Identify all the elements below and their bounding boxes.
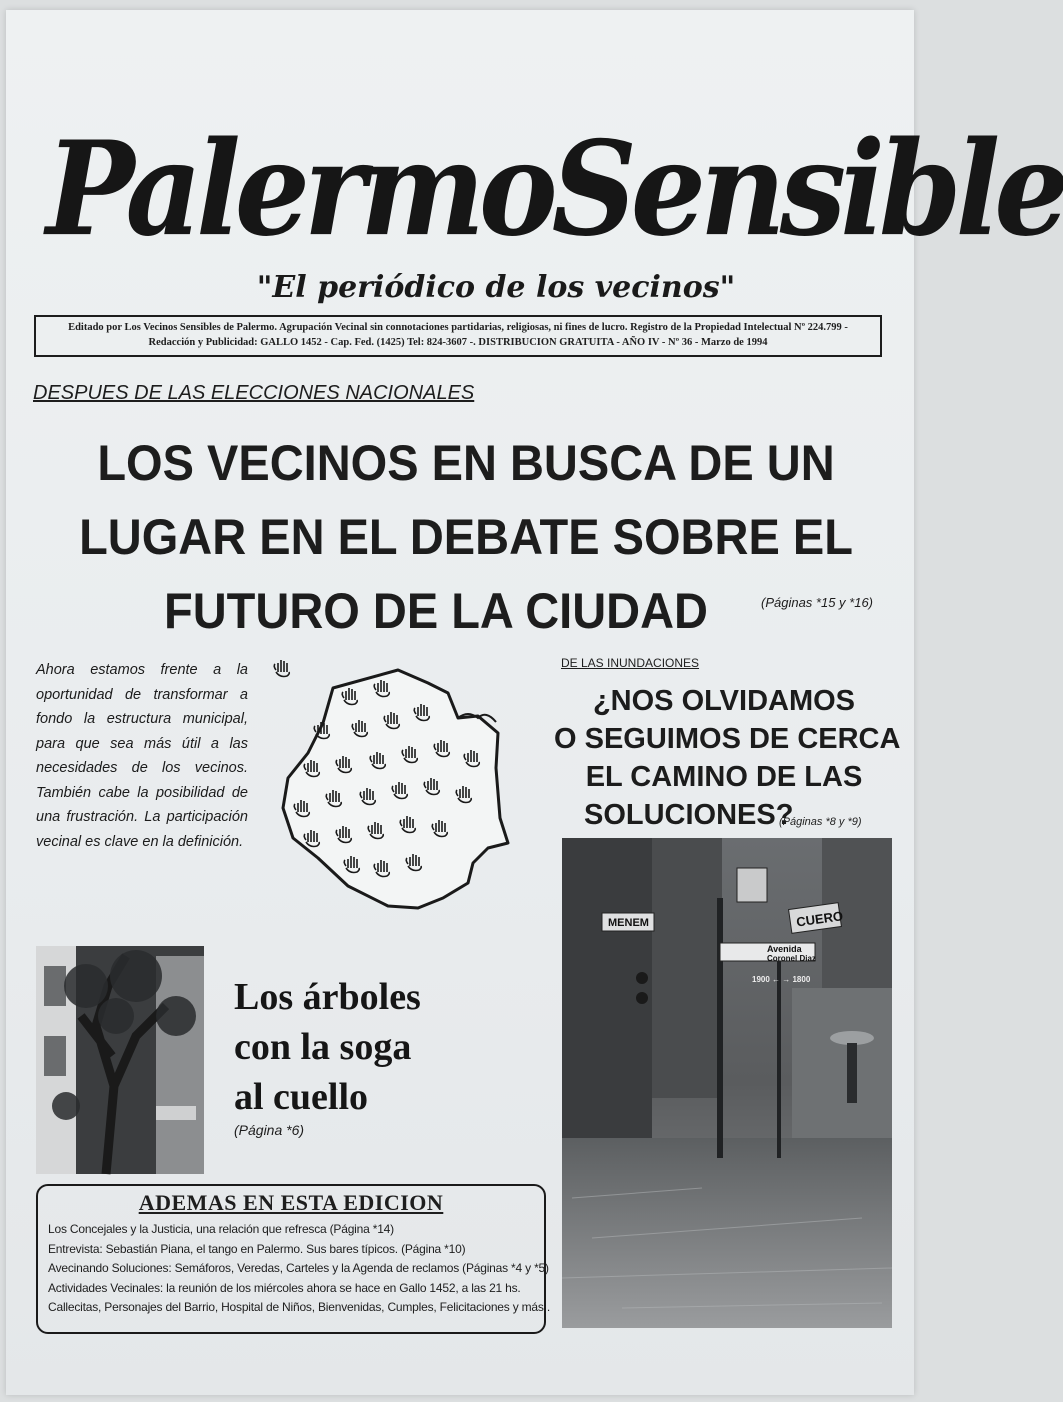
trees-headline-line: Los árboles <box>234 976 421 1018</box>
lead-headline-line: FUTURO DE LA CIUDAD <box>164 582 708 639</box>
publication-info-box <box>34 315 882 357</box>
publication-info-line: Redacción y Publicidad: GALLO 1452 - Cap. Fed. (1425) Tel: 824-3607 -. DISTRIBUCION GRATUITA - AÑO IV - Nº 36 - Marzo de 1994 <box>148 337 768 348</box>
flooded-street-photo <box>562 838 892 1328</box>
sidebar-item: Callecitas, Personajes del Barrio, Hospital de Niños, Bienvenidas, Cumples, Felicitaciones y más.. <box>48 1300 550 1314</box>
sidebar-item: Actividades Vecinales: la reunión de los miércoles ahora se hace en Gallo 1452, a las 21 hs. <box>48 1280 521 1295</box>
publication-info-line: Editado por Los Vecinos Sensibles de Palermo. Agrupación Vecinal sin connotaciones partidarias, religiosas, ni fines de lucro. Registro de la Propiedad Intelectual Nº 224.799 - <box>68 322 848 333</box>
flood-headline-line: ¿NOS OLVIDAMOS <box>592 685 856 717</box>
neighborhood-map-illustration <box>278 658 518 920</box>
lead-headline-line: LOS VECINOS EN BUSCA DE UN <box>97 434 835 491</box>
lead-body-text: Ahora estamos frente a la oportunidad de transformar a fondo la estructura municipal, para que sea más útil a las necesidades de los vecinos. También cabe la posibilidad de una frustración. La participación vecinal es clave en la definición. <box>36 662 248 850</box>
lead-kicker: DESPUES DE LAS ELECCIONES NACIONALES <box>33 382 475 404</box>
lead-headline-line: LUGAR EN EL DEBATE SOBRE EL <box>79 508 853 565</box>
masthead-logo: PalermoSensible <box>46 112 1063 265</box>
lead-page-reference: (Páginas *15 y *16) <box>761 595 874 610</box>
flood-headline <box>554 682 901 834</box>
masthead-tagline: "El periódico de los vecinos" <box>256 270 736 305</box>
flood-headline-line: EL CAMINO DE LAS <box>585 761 863 793</box>
flood-kicker: DE LAS INUNDACIONES <box>561 656 700 670</box>
trees-page-reference: (Página *6) <box>234 1122 305 1138</box>
sidebar-title: ADEMAS EN ESTA EDICION <box>138 1190 444 1215</box>
flood-page-reference: (Páginas *8 y *9) <box>779 816 862 828</box>
street-sign-numbers: 1900 ← → 1800 <box>752 975 811 984</box>
trees-headline-line: al cuello <box>234 1076 369 1118</box>
tree-photo <box>36 946 204 1174</box>
newspaper-page <box>6 10 1063 1395</box>
sidebar-item: Los Concejales y la Justicia, una relación que refresca (Página *14) <box>48 1222 394 1236</box>
trees-headline <box>234 972 534 1122</box>
trees-headline-line: con la soga <box>234 1026 412 1068</box>
flood-headline-line: O SEGUIMOS DE CERCA <box>554 723 901 755</box>
sidebar-item: Entrevista: Sebastián Piana, el tango en Palermo. Sus bares típicos. (Página *10) <box>48 1241 466 1256</box>
street-sign-line1: Avenida <box>767 944 802 954</box>
street-sign-line2: Coronel Diaz <box>767 954 816 963</box>
poster-menem: MENEM <box>608 917 649 929</box>
flood-headline-line: SOLUCIONES? <box>584 799 794 831</box>
lead-headline <box>66 426 866 649</box>
also-in-this-edition-box <box>36 1184 550 1334</box>
sidebar-item: Avecinando Soluciones: Semáforos, Veredas, Carteles y la Agenda de reclamos (Páginas *4 y *5) <box>48 1261 549 1275</box>
poster-cuero: CUERO <box>795 908 844 930</box>
